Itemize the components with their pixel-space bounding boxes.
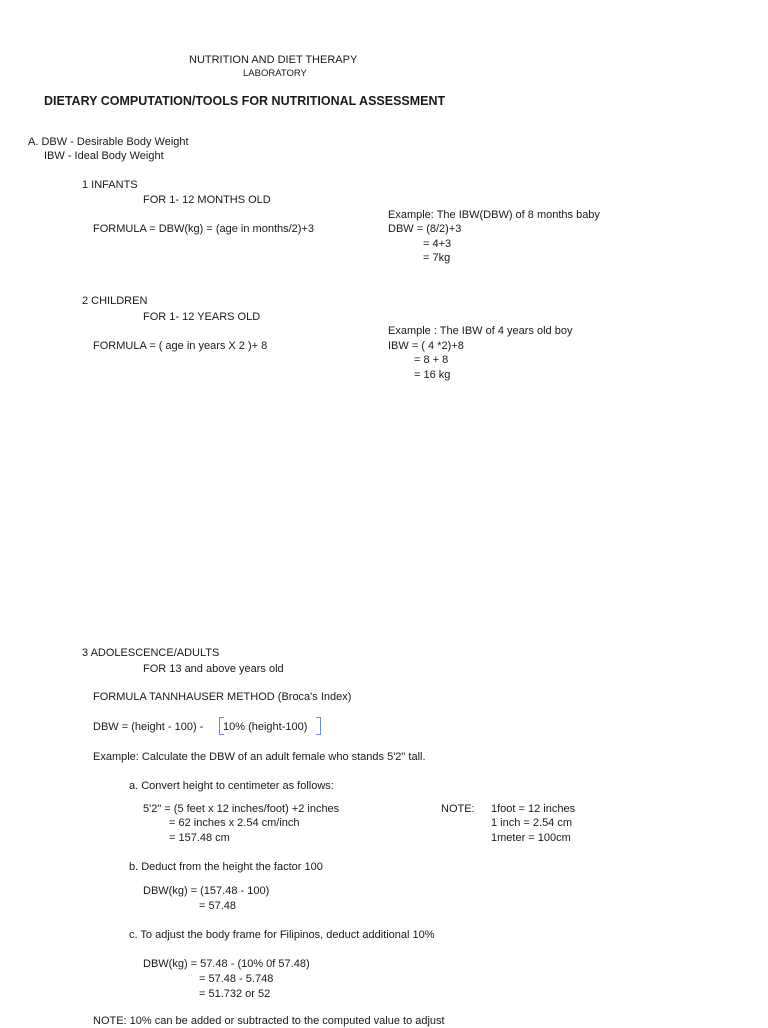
note-line: 1 inch = 2.54 cm <box>491 817 573 829</box>
children-formula: FORMULA = ( age in years X 2 )+ 8 <box>93 340 268 352</box>
children-example-line: = 8 + 8 <box>414 354 449 366</box>
children-title: 2 CHILDREN <box>82 295 148 307</box>
note-line: 1foot = 12 inches <box>491 803 576 815</box>
step-c-line: DBW(kg) = 57.48 - (10% 0f 57.48) <box>143 958 310 970</box>
document-heading: DIETARY COMPUTATION/TOOLS FOR NUTRITIONAL ASSESSMENT <box>44 94 446 108</box>
infants-age-range: FOR 1- 12 MONTHS OLD <box>143 194 271 206</box>
children-example-line: = 16 kg <box>414 369 451 381</box>
adults-formula-part1: DBW = (height - 100) - <box>93 721 204 733</box>
section-a-line1: A. DBW - Desirable Body Weight <box>28 136 189 148</box>
step-c-label: c. To adjust the body frame for Filipinos, deduct additional 10% <box>129 929 435 941</box>
infants-formula: FORMULA = DBW(kg) = (age in months/2)+3 <box>93 223 314 235</box>
adults-example-intro: Example: Calculate the DBW of an adult female who stands 5'2" tall. <box>93 751 426 763</box>
infants-example-line: DBW = (8/2)+3 <box>388 223 462 235</box>
children-example-title: Example : The IBW of 4 years old boy <box>388 325 573 337</box>
document-title: NUTRITION AND DIET THERAPY <box>189 54 358 66</box>
children-age-range: FOR 1- 12 YEARS OLD <box>143 311 261 323</box>
section-a-line2: IBW - Ideal Body Weight <box>44 150 164 162</box>
infants-title: 1 INFANTS <box>82 179 138 191</box>
final-note: NOTE: 10% can be added or subtracted to the computed value to adjust <box>93 1015 445 1027</box>
step-b-label: b. Deduct from the height the factor 100 <box>129 861 323 873</box>
step-c-line: = 57.48 - 5.748 <box>199 973 274 985</box>
formula-bracket-right <box>316 717 321 735</box>
infants-example-line: = 7kg <box>423 252 451 264</box>
step-c-line: = 51.732 or 52 <box>199 988 271 1000</box>
step-a-line: = 62 inches x 2.54 cm/inch <box>169 817 300 829</box>
infants-example-title: Example: The IBW(DBW) of 8 months baby <box>388 209 600 221</box>
adults-formula-part2: 10% (height-100) <box>223 721 308 733</box>
infants-example-line: = 4+3 <box>423 238 452 250</box>
step-a-line: 5'2" = (5 feet x 12 inches/foot) +2 inches <box>143 803 340 815</box>
note-line: 1meter = 100cm <box>491 832 571 844</box>
step-b-line: DBW(kg) = (157.48 - 100) <box>143 885 270 897</box>
step-a-label: a. Convert height to centimeter as follows: <box>129 780 334 792</box>
adults-title: 3 ADOLESCENCE/ADULTS <box>82 647 220 659</box>
document-subtitle: LABORATORY <box>243 68 307 79</box>
step-b-line: = 57.48 <box>199 900 237 912</box>
adults-formula-title: FORMULA TANNHAUSER METHOD (Broca's Index) <box>93 691 352 703</box>
step-a-line: = 157.48 cm <box>169 832 230 844</box>
note-label: NOTE: <box>441 803 475 815</box>
adults-age-range: FOR 13 and above years old <box>143 663 284 675</box>
children-example-line: IBW = ( 4 *2)+8 <box>388 340 464 352</box>
